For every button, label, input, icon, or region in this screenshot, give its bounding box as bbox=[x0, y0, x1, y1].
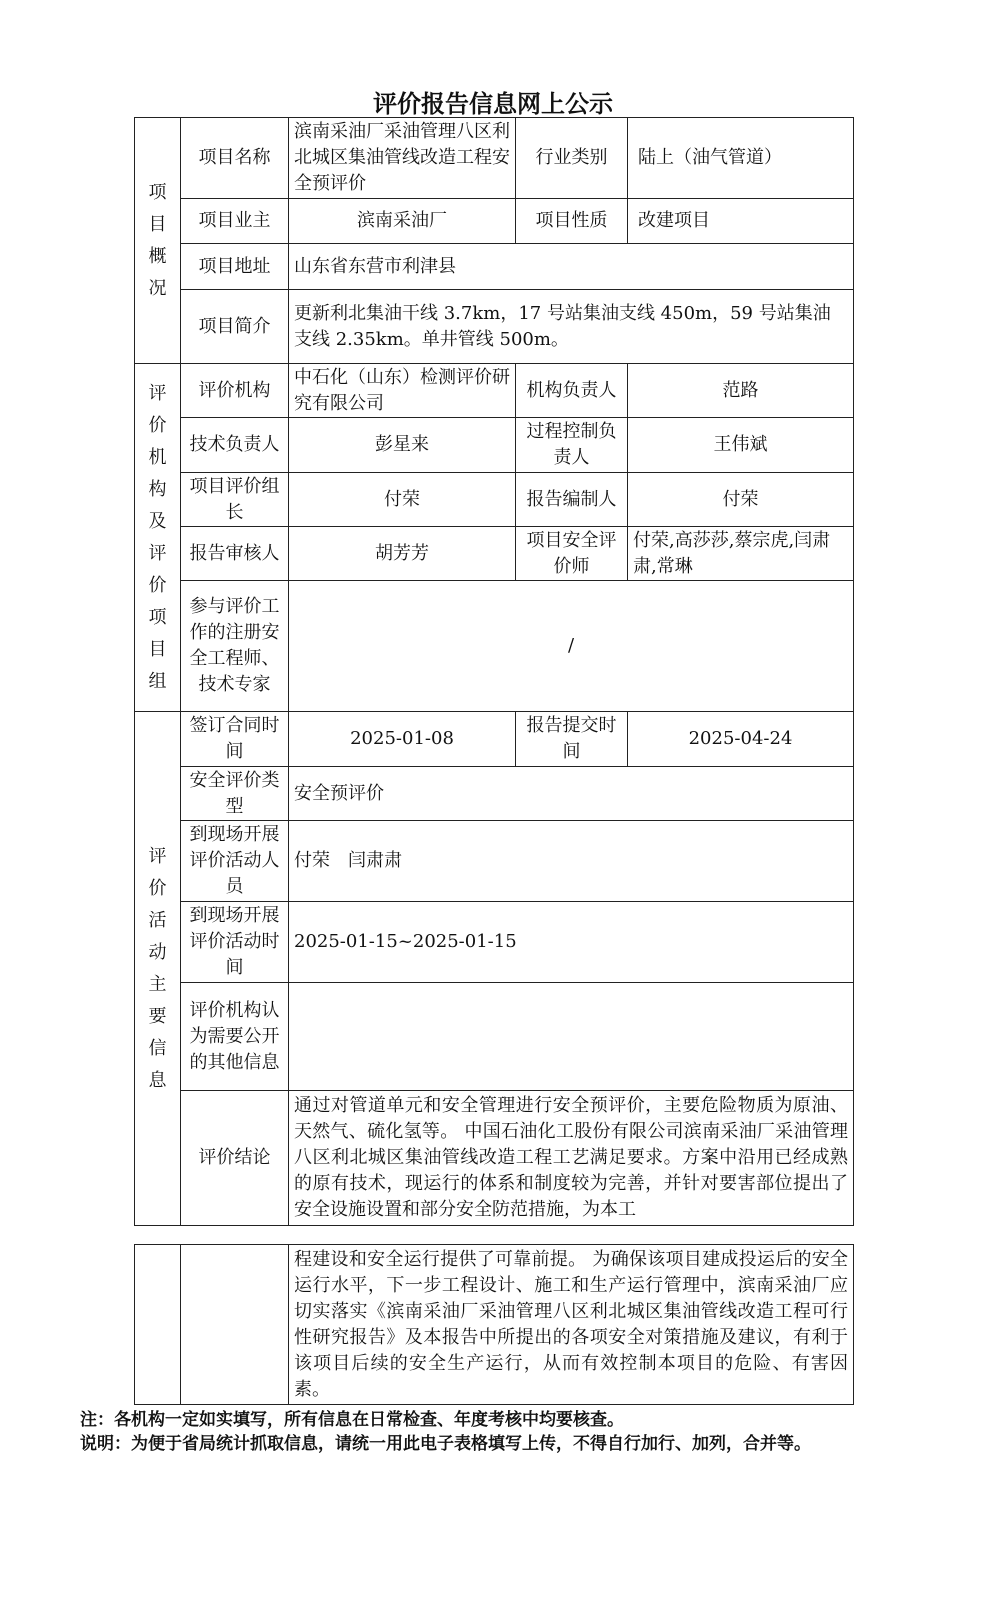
section-org: 评价机构及评价项目组 bbox=[135, 364, 181, 712]
value-industry: 陆上（油气管道） bbox=[628, 118, 854, 199]
label-nature: 项目性质 bbox=[516, 199, 628, 244]
value-submit-date: 2025-04-24 bbox=[628, 712, 854, 767]
value-other-info bbox=[289, 983, 854, 1091]
value-org: 中石化（山东）检测评价研究有限公司 bbox=[289, 364, 516, 418]
value-summary: 更新利北集油干线 3.7km，17 号站集油支线 450m，59 号站集油支线 2.35km。单井管线 500m。 bbox=[289, 290, 854, 364]
value-address: 山东省东营市利津县 bbox=[289, 244, 854, 290]
value-site-people: 付荣 闫肃肃 bbox=[289, 821, 854, 902]
empty-section-cell bbox=[135, 1245, 181, 1405]
label-safety-evaluators: 项目安全评价师 bbox=[516, 527, 628, 581]
section-activity: 评价活动主要信息 bbox=[135, 712, 181, 1226]
label-project-name: 项目名称 bbox=[181, 118, 289, 199]
value-process-head: 王伟斌 bbox=[628, 418, 854, 473]
section-overview: 项目概况 bbox=[135, 118, 181, 364]
page-title: 评价报告信息网上公示 bbox=[373, 90, 613, 118]
value-owner: 滨南采油厂 bbox=[289, 199, 516, 244]
label-owner: 项目业主 bbox=[181, 199, 289, 244]
label-reviewer: 报告审核人 bbox=[181, 527, 289, 581]
label-process-head: 过程控制负责人 bbox=[516, 418, 628, 473]
label-site-people: 到现场开展评价活动人员 bbox=[181, 821, 289, 902]
value-reviewer: 胡芳芳 bbox=[289, 527, 516, 581]
label-submit-date: 报告提交时间 bbox=[516, 712, 628, 767]
label-participants: 参与评价工作的注册安全工程师、技术专家 bbox=[181, 581, 289, 712]
label-org-head: 机构负责人 bbox=[516, 364, 628, 418]
label-contract-date: 签订合同时间 bbox=[181, 712, 289, 767]
value-site-time: 2025-01-15~2025-01-15 bbox=[289, 902, 854, 983]
value-eval-type: 安全预评价 bbox=[289, 767, 854, 821]
label-summary: 项目简介 bbox=[181, 290, 289, 364]
value-safety-evaluators: 付荣,高莎莎,蔡宗虎,闫肃肃,常琳 bbox=[628, 527, 854, 581]
info-table bbox=[134, 117, 854, 1226]
label-address: 项目地址 bbox=[181, 244, 289, 290]
value-conclusion-part1: 通过对管道单元和安全管理进行安全预评价，主要危险物质为原油、天然气、硫化氢等。 中国石油化工股份有限公司滨南采油厂采油管理八区利北城区集油管线改造工程工艺满足要求。方案中沿用已经成熟的原有技术，现运行的体系和制度较为完善，并针对要害部位提出了安全设施设置和部分安全防范措施，为本工 bbox=[289, 1091, 854, 1226]
value-nature: 改建项目 bbox=[628, 199, 854, 244]
label-org: 评价机构 bbox=[181, 364, 289, 418]
value-org-head: 范路 bbox=[628, 364, 854, 418]
value-report-author: 付荣 bbox=[628, 473, 854, 527]
label-eval-type: 安全评价类型 bbox=[181, 767, 289, 821]
label-team-leader: 项目评价组长 bbox=[181, 473, 289, 527]
value-project-name: 滨南采油厂采油管理八区利北城区集油管线改造工程安全预评价 bbox=[289, 118, 516, 199]
empty-label-cell bbox=[181, 1245, 289, 1405]
note-text: 注：各机构一定如实填写，所有信息在日常检查、年度考核中均要核查。 bbox=[80, 1410, 624, 1430]
explain-text: 说明：为便于省局统计抓取信息，请统一用此电子表格填写上传，不得自行加行、加列，合并等。 bbox=[80, 1434, 811, 1454]
label-conclusion: 评价结论 bbox=[181, 1091, 289, 1226]
value-participants: / bbox=[289, 581, 854, 712]
label-tech-head: 技术负责人 bbox=[181, 418, 289, 473]
value-contract-date: 2025-01-08 bbox=[289, 712, 516, 767]
footnotes bbox=[80, 1408, 920, 1456]
value-tech-head: 彭星来 bbox=[289, 418, 516, 473]
label-industry: 行业类别 bbox=[516, 118, 628, 199]
value-team-leader: 付荣 bbox=[289, 473, 516, 527]
value-conclusion-part2: 程建设和安全运行提供了可靠前提。 为确保该项目建成投运后的安全运行水平，下一步工程设计、施工和生产运行管理中，滨南采油厂应切实落实《滨南采油厂采油管理八区利北城区集油管线改造工程可行性研究报告》及本报告中所提出的各项安全对策措施及建议，有利于该项目后续的安全生产运行，从而有效控制本项目的危险、有害因素。 bbox=[289, 1245, 854, 1405]
label-report-author: 报告编制人 bbox=[516, 473, 628, 527]
conclusion-continued-table bbox=[134, 1244, 854, 1405]
label-other-info: 评价机构认为需要公开的其他信息 bbox=[181, 983, 289, 1091]
label-site-time: 到现场开展评价活动时间 bbox=[181, 902, 289, 983]
